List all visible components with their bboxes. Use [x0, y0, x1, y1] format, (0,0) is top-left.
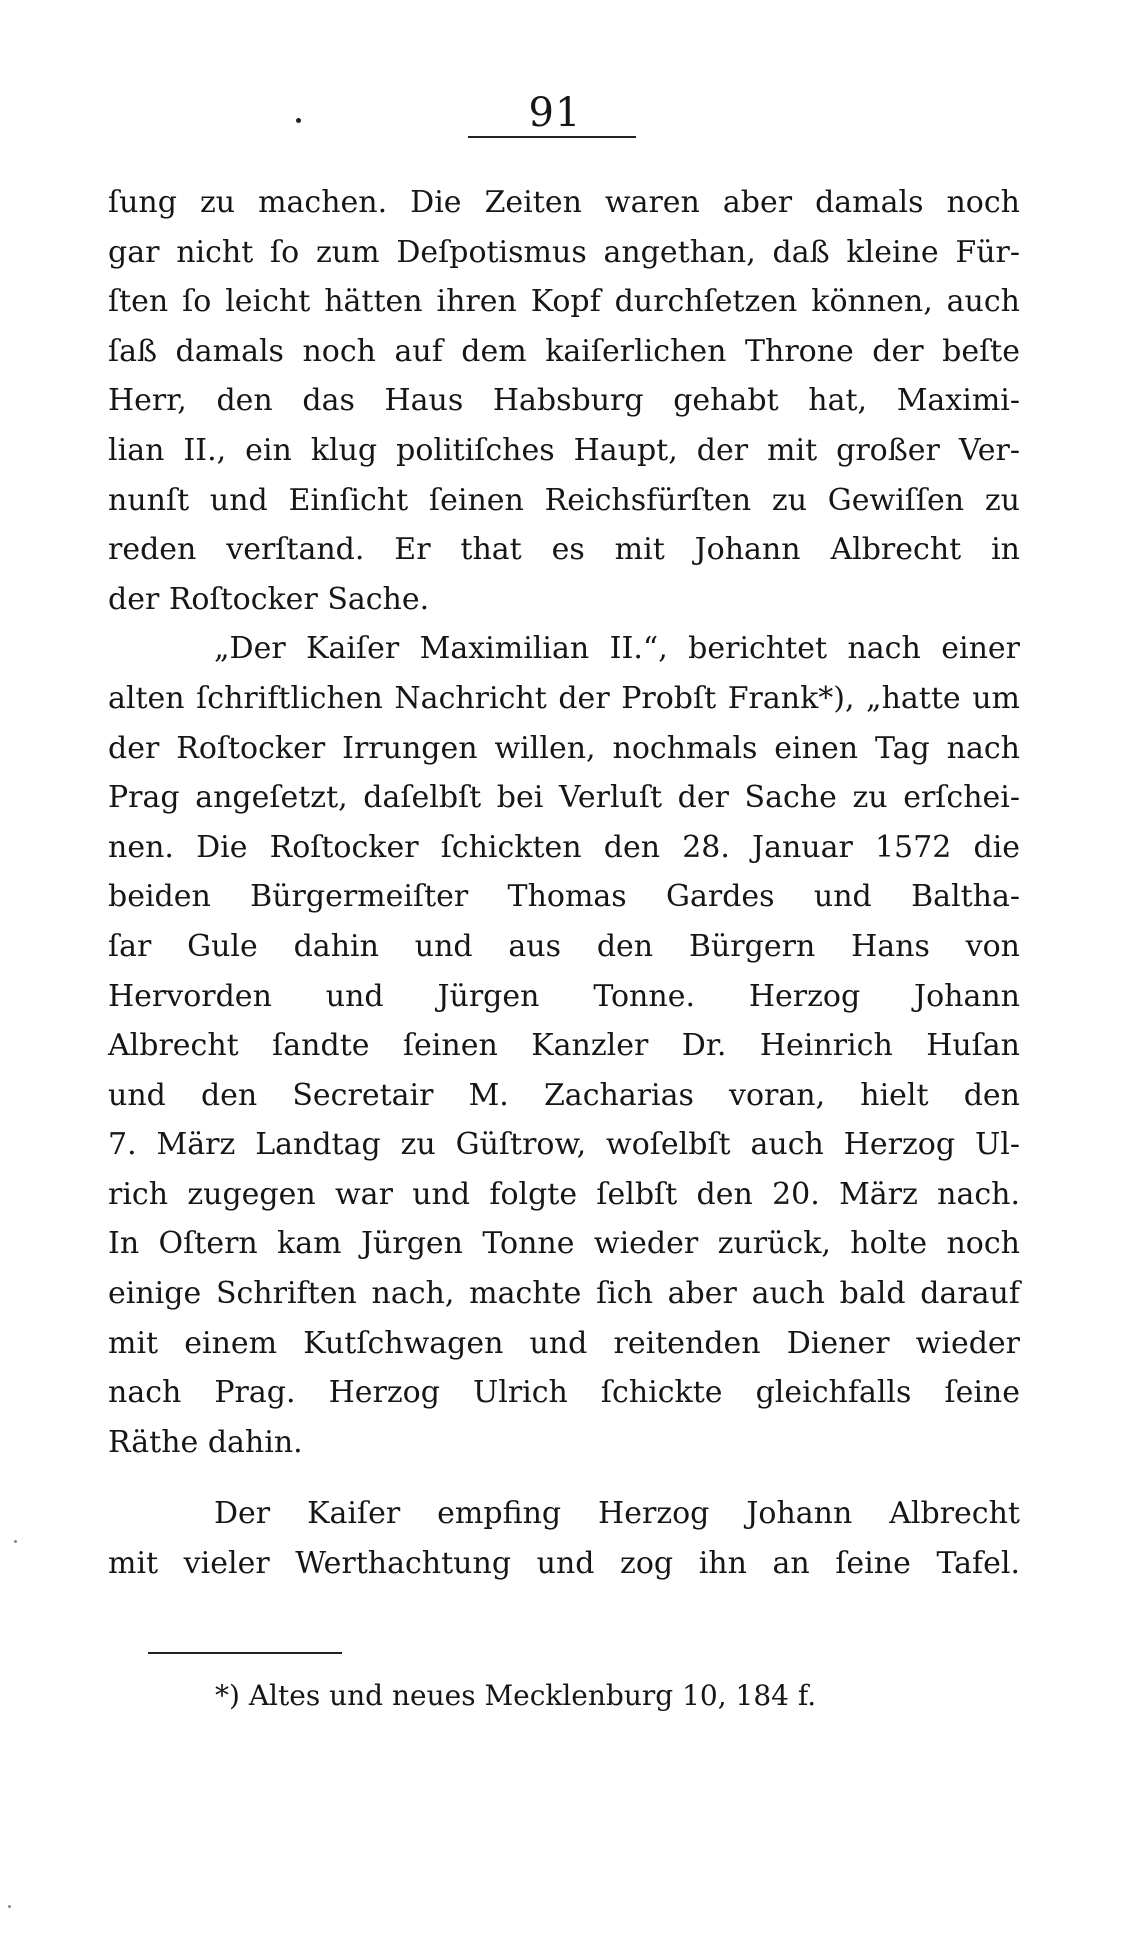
text-line: Räthe dahin. [108, 1424, 303, 1460]
text-line: ſten ſo leicht hätten ihren Kopf durchſetzen können, auch [108, 284, 1020, 320]
text-line: ſar Gule dahin und aus den Bürgern Hans von [108, 928, 1020, 964]
text-line: Prag angeſetzt, daſelbſt bei Verluſt der Sache zu erſchei- [108, 780, 1020, 816]
text-line: nen. Die Roſtocker ſchickten den 28. Januar 1572 die [108, 829, 1020, 865]
text-line: gar nicht ſo zum Deſpotismus angethan, daß kleine Für- [108, 234, 1020, 270]
text-line: einige Schriften nach, machte ſich aber auch bald darauf [108, 1276, 1020, 1312]
header-dot [296, 118, 301, 123]
footnote: *) Altes und neues Mecklenburg 10, 184 f. [215, 1679, 817, 1712]
text-line: lian II., ein klug politiſches Haupt, der mit großer Ver- [108, 432, 1020, 468]
text-line: „Der Kaiſer Maximilian II.“, berichtet nach einer [214, 631, 1020, 667]
text-line: In Oſtern kam Jürgen Tonne wieder zurück, holte noch [108, 1226, 1020, 1262]
paragraph-gap [108, 1467, 1020, 1489]
paper-speck [8, 1905, 11, 1908]
page-header [0, 90, 1138, 150]
text-line: rich zugegen war und folgte ſelbſt den 20. März nach. [108, 1176, 1020, 1212]
text-line: reden verſtand. Er that es mit Johann Albrecht in [108, 532, 1020, 568]
footnote-rule [148, 1652, 342, 1654]
text-line: Herr, den das Haus Habsburg gehabt hat, Maximi- [108, 383, 1020, 419]
text-line: mit einem Kutſchwagen und reitenden Diener wieder [108, 1325, 1020, 1361]
text-line: nach Prag. Herzog Ulrich ſchickte gleichfalls ſeine [108, 1375, 1020, 1411]
text-line: nunſt und Einſicht ſeinen Reichsfürſten zu Gewiſſen zu [108, 482, 1020, 518]
text-line: Hervorden und Jürgen Tonne. Herzog Johann [108, 978, 1020, 1014]
text-line: und den Secretair M. Zacharias voran, hielt den [108, 1077, 1020, 1113]
body-text [108, 178, 1020, 1589]
header-rule [468, 136, 636, 138]
text-line: der Roſtocker Irrungen willen, nochmals einen Tag nach [108, 730, 1020, 766]
text-line: Albrecht ſandte ſeinen Kanzler Dr. Heinrich Huſan [108, 1028, 1020, 1064]
paper-speck [14, 1540, 17, 1543]
text-line: ſaß damals noch auf dem kaiſerlichen Throne der beſte [108, 333, 1020, 369]
text-line: mit vieler Werthachtung und zog ihn an ſeine Tafel. [108, 1546, 1020, 1582]
text-line: ſung zu machen. Die Zeiten waren aber damals noch [108, 185, 1020, 220]
text-line: Der Kaiſer empfing Herzog Johann Albrecht [214, 1496, 1020, 1532]
text-line: alten ſchriftlichen Nachricht der Probſt Frank*), „hatte um [108, 680, 1020, 716]
text-line: der Roſtocker Sache. [108, 581, 430, 617]
text-line: beiden Bürgermeiſter Thomas Gardes und Baltha- [108, 879, 1020, 915]
page-number: 91 [528, 90, 582, 136]
text-line: 7. März Landtag zu Güſtrow, woſelbſt auch Herzog Ul- [108, 1127, 1020, 1163]
